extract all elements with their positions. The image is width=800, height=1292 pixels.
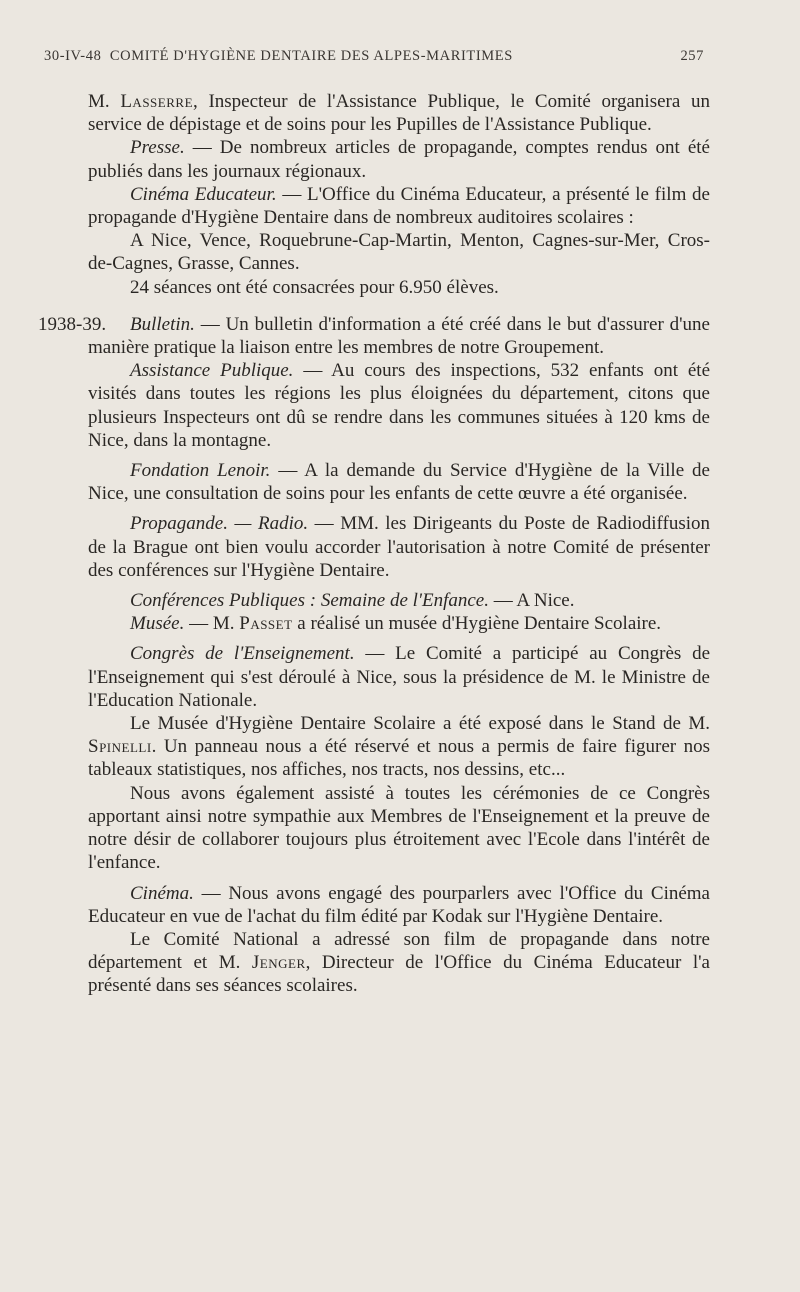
person-name: Jenger: [251, 952, 306, 974]
section-label: Cinéma Educateur.: [130, 183, 277, 205]
text: — MM. les Dirigeants du Poste de Radiodiffusion de la Brague ont bien voulu accorder l'autorisation à notre Comité de présenter des conférences sur l'Hygiène Dentaire.: [88, 513, 711, 581]
text: Le Musée d'Hygiène Dentaire Scolaire a été exposé dans le Stand de M.: [130, 713, 710, 735]
paragraph-lasserre: [88, 90, 710, 136]
section-label: Musée.: [130, 613, 185, 635]
header-date: 30-IV-48: [44, 48, 102, 64]
header-left: [44, 48, 513, 65]
paragraph-conferences: [88, 589, 710, 612]
section-label: Conférences Publiques : Semaine de l'Enfance.: [130, 590, 489, 612]
paragraph-musee: [88, 612, 710, 635]
paragraph-ceremonies: [88, 782, 710, 875]
paragraph-cinema: [88, 882, 710, 928]
text: . Un panneau nous a été réservé et nous a permis de faire figurer nos tableaux statistiques, nos affiches, nos tracts, nos dessins, etc...: [88, 736, 710, 781]
section-label: Fondation Lenoir.: [130, 460, 271, 482]
person-name: Spinelli: [88, 736, 152, 758]
running-header: [44, 48, 704, 68]
body-text: [38, 90, 711, 998]
section-label: Presse.: [130, 137, 185, 159]
text: Le Comité National a adressé son film de propagande dans notre département et M.: [88, 928, 710, 974]
text: 24 séances ont été consacrées pour 6.950 élèves.: [130, 276, 499, 298]
paragraph-towns: [88, 229, 710, 275]
paragraph-bulletin: [88, 313, 710, 359]
text: A Nice, Vence, Roquebrune-Cap-Martin, Menton, Cagnes-sur-Mer, Cros-de-Cagnes, Grasse, Cannes.: [88, 230, 710, 275]
person-name: Passet: [239, 613, 293, 635]
paragraph-presse: [88, 136, 710, 182]
paragraph-stand: [88, 712, 710, 782]
section-label: Propagande. — Radio.: [130, 513, 309, 535]
text: Nous avons également assisté à toutes les cérémonies de ce Congrès apportant ainsi notre sympathie aux Membres de l'Enseignement et la preuve de notre désir de collaborer toujours plus étroitement avec l'Ecole dans l'intérêt de l'enfance.: [88, 782, 710, 874]
section-label: Congrès de l'Enseignement.: [130, 643, 355, 665]
header-title: COMITÉ D'HYGIÈNE DENTAIRE DES ALPES-MARITIMES: [109, 48, 513, 64]
text: , Inspecteur de l'Assistance Publique, le Comité organisera un service de dépistage et de soins pour les Pupilles de l'Assistance Publique.: [88, 91, 710, 136]
text: — L'Office du Cinéma Educateur, a présenté le film de propagande d'Hygiène Dentaire dans de nombreux auditoires scolaires :: [88, 183, 710, 229]
text: , Directeur de l'Office du Cinéma Educateur l'a présenté dans ses séances scolaires.: [88, 952, 710, 997]
page-number: 257: [680, 48, 704, 64]
person-name: Lasserre: [120, 91, 194, 112]
text: — Un bulletin d'information a été créé dans le but d'assurer d'une manière pratique la liaison entre les membres de notre Groupement.: [88, 313, 710, 359]
text: — Le Comité a participé au Congrès de l'Enseignement qui s'est déroulé à Nice, sous la présidence de M. le Ministre de l'Education Nationale.: [88, 643, 711, 711]
text: — Nous avons engagé des pourparlers avec l'Office du Cinéma Educateur en vue de l'achat du film édité par Kodak sur l'Hygiène Dentaire.: [88, 882, 710, 927]
paragraph-propagande: [88, 512, 710, 582]
text: — A Nice.: [488, 590, 575, 612]
text: — M.: [184, 613, 240, 635]
paragraph-comite-national: [88, 928, 710, 998]
section-label: Bulletin.: [130, 313, 195, 335]
section-label: Assistance Publique.: [130, 360, 294, 382]
section-label: Cinéma.: [130, 882, 194, 904]
paragraph-fondation: [88, 459, 710, 505]
paragraph-assistance: [88, 359, 710, 452]
paragraph-cinema-educateur: [88, 183, 710, 229]
text: — A la demande du Service d'Hygiène de la Ville de Nice, une consultation de soins pour les enfants de cette œuvre a été organisée.: [88, 460, 710, 505]
text: — Au cours des inspections, 532 enfants ont été visités dans toutes les régions les plus éloignées du département, citons que plusieurs Inspecteurs ont dû se rendre dans les communes situées à 120 kms de Nice, dans la montagne.: [88, 360, 710, 451]
year-marker: 1938-39.: [38, 313, 107, 335]
text: a réalisé un musée d'Hygiène Dentaire Scolaire.: [292, 613, 662, 635]
text: M.: [88, 91, 121, 112]
text: — De nombreux articles de propagande, comptes rendus ont été publiés dans les journaux régionaux.: [88, 137, 710, 182]
paragraph-seances: [88, 276, 710, 299]
paragraph-congres: [88, 642, 710, 712]
